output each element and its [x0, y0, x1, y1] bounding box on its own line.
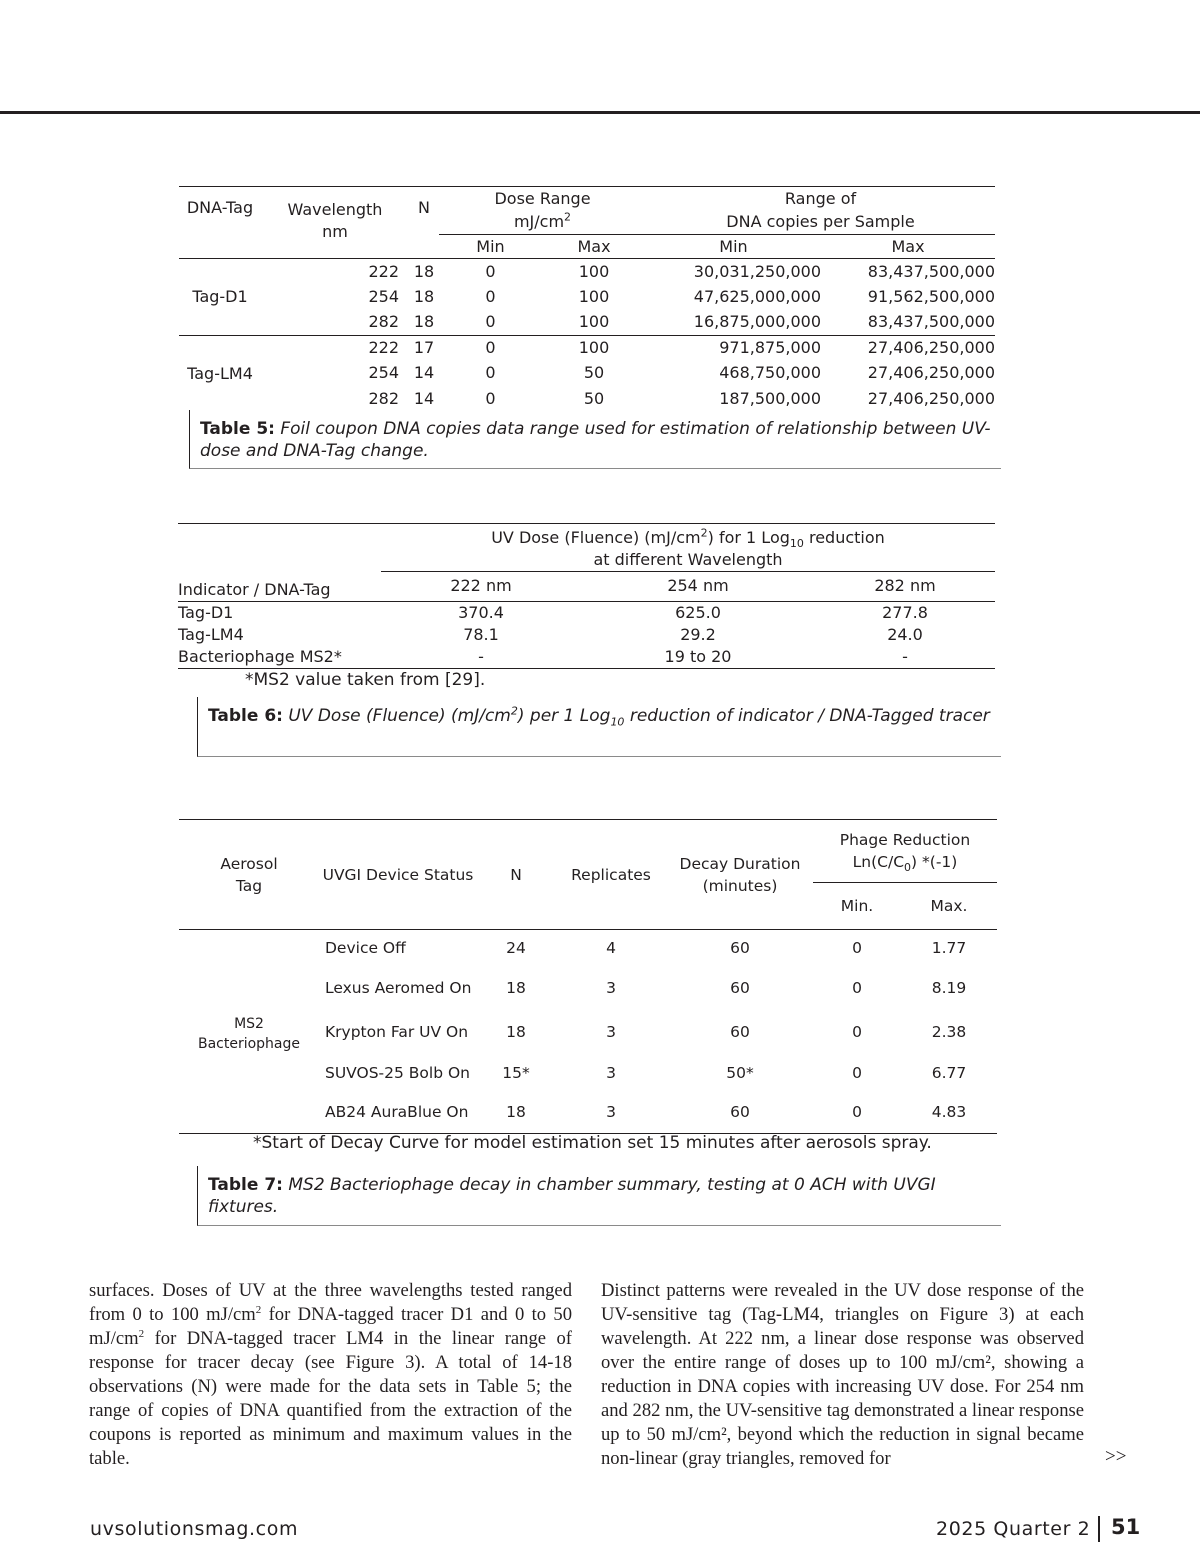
- cell-wl: 222: [261, 335, 409, 361]
- cell-n: 18: [506, 978, 526, 997]
- cell-cmax: 27,406,250,000: [867, 388, 995, 408]
- caption-text: UV Dose (Fluence) $(mJ/cm^2)$ per 1 Log$_{10}$ reduction of indicator / DNA-Tagged tracer: [288, 704, 990, 729]
- cell-max: 8.19: [931, 978, 967, 997]
- blank-cell: [178, 524, 381, 550]
- footer-site: uvsolutionsmag.com: [90, 1518, 299, 1540]
- cell-n: 24: [506, 938, 526, 957]
- header-282: 282 nm: [815, 572, 995, 602]
- table-6: [178, 523, 995, 669]
- cell-replicates: 4: [606, 938, 616, 957]
- row-name: Tag-D1: [178, 602, 234, 622]
- cell-min: 0: [852, 978, 862, 997]
- header-n: N: [418, 198, 430, 217]
- cell-n: 18: [506, 1103, 526, 1122]
- cell-222: 78.1: [463, 624, 499, 644]
- header-wavelength: at different Wavelength: [381, 549, 995, 572]
- cell-wl: 254: [368, 363, 399, 383]
- cell-dmin: 0: [485, 388, 496, 408]
- page-number: 51: [1111, 1515, 1141, 1539]
- cell-max: 6.77: [931, 1063, 967, 1082]
- cell-n: 18: [413, 286, 435, 306]
- table-row: [178, 601, 995, 624]
- row-name: Tag-LM4: [178, 624, 244, 644]
- cell-cmax: 83,437,500,000: [821, 259, 995, 285]
- group-tag-d1: Tag-D1: [179, 259, 261, 336]
- cell-222: 370.4: [458, 602, 504, 622]
- header-range-of: Range of: [784, 188, 857, 208]
- table-6-note: *MS2 value taken from [29].: [245, 670, 486, 690]
- cell-decay: 60: [730, 1022, 750, 1041]
- header-dose-min: Min: [439, 235, 542, 259]
- cell-cmax: 27,406,250,000: [867, 363, 995, 383]
- cell-replicates: 3: [606, 1063, 616, 1082]
- cell-min: 0: [852, 1063, 862, 1082]
- cell-dmin: 0: [439, 335, 542, 361]
- blank-cell: [178, 549, 381, 572]
- header-dna-tag: DNA-Tag: [186, 198, 254, 217]
- cell-replicates: 3: [606, 978, 616, 997]
- cell-dmax: 50: [583, 363, 605, 383]
- cell-282: 277.8: [882, 602, 928, 622]
- cell-dmax: 100: [542, 259, 646, 285]
- table-row: [178, 624, 995, 646]
- cell-254: 19 to 20: [664, 646, 732, 666]
- header-status: UVGI Device Status: [319, 820, 477, 930]
- cell-cmax: 27,406,250,000: [821, 335, 995, 361]
- table-5: [179, 186, 995, 412]
- header-copies-max: Max: [821, 235, 995, 259]
- cell-cmin: 30,031,250,000: [646, 259, 821, 285]
- cell-n: 17: [409, 335, 439, 361]
- cell-wl: 254: [368, 286, 399, 306]
- cell-dmax: 100: [578, 312, 610, 331]
- cell-dmax: 100: [542, 335, 646, 361]
- cell-254: 625.0: [675, 602, 721, 622]
- header-dose-unit: $mJ/cm^2$: [439, 211, 646, 235]
- header-222: 222 nm: [381, 572, 581, 602]
- top-rule: [0, 111, 1200, 114]
- cell-n: 18: [409, 259, 439, 285]
- header-dose-max: Max: [542, 235, 646, 259]
- group-tag-lm4: Tag-LM4: [179, 335, 261, 412]
- header-copies-min: Min: [646, 235, 821, 259]
- cell-replicates: 3: [606, 1022, 616, 1041]
- header-dna-copies: DNA copies per Sample: [646, 211, 995, 235]
- cell-n: 14: [413, 388, 435, 408]
- cell-cmin: 468,750,000: [719, 363, 821, 383]
- cell-cmax: 91,562,500,000: [867, 286, 995, 306]
- caption-label: Table 7:: [208, 1175, 283, 1195]
- footer-separator: [1098, 1516, 1100, 1542]
- cell-dmax: 50: [583, 388, 605, 408]
- header-indicator: Indicator / DNA-Tag: [178, 572, 381, 602]
- cell-min: 0: [852, 1103, 862, 1122]
- cell-decay: 60: [730, 978, 750, 997]
- group-ms2: MS2 Bacteriophage: [197, 1015, 301, 1052]
- cell-status: AB24 AuraBlue On: [325, 1103, 469, 1122]
- cell-min: 0: [852, 938, 862, 957]
- header-max: Max.: [901, 883, 997, 930]
- cell-222: -: [478, 646, 484, 666]
- header-254: 254 nm: [581, 572, 815, 602]
- table-row: [178, 646, 995, 669]
- cell-cmin: 971,875,000: [646, 335, 821, 361]
- cell-n: 18: [506, 1022, 526, 1041]
- cell-282: 24.0: [887, 624, 923, 644]
- header-decay: Decay Duration (minutes): [667, 820, 813, 930]
- cell-max: 2.38: [931, 1022, 967, 1041]
- caption-label: Table 6:: [208, 706, 283, 726]
- caption-label: Table 5:: [200, 419, 275, 439]
- header-min: Min.: [813, 883, 901, 930]
- caption-text: MS2 Bacteriophage decay in chamber summary, testing at 0 ACH with UVGI fixtures.: [208, 1175, 936, 1217]
- continue-arrow: >>: [1105, 1446, 1127, 1467]
- table-7-note: *Start of Decay Curve for model estimation set 15 minutes after aerosols spray.: [253, 1133, 932, 1153]
- cell-282: -: [902, 646, 908, 666]
- table-7: [179, 819, 997, 1134]
- table-7-caption: [197, 1166, 1001, 1226]
- cell-dmin: 0: [485, 286, 496, 306]
- cell-n: 18: [413, 312, 435, 331]
- cell-254: 29.2: [680, 624, 716, 644]
- cell-status: Krypton Far UV On: [325, 1022, 469, 1041]
- table-5-caption: [189, 410, 1001, 469]
- cell-wl: 282: [368, 312, 399, 331]
- cell-cmax: 83,437,500,000: [867, 312, 995, 331]
- cell-max: 4.83: [931, 1103, 967, 1122]
- cell-wl: 222: [261, 259, 409, 285]
- header-wavelength: Wavelength nm: [287, 200, 383, 241]
- cell-dmax: 100: [578, 286, 610, 306]
- body-column-left: surfaces. Doses of UV at the three wavelengths tested ranged from 0 to 100 $mJ/cm^2$ for DNA-tagged tracer D1 and 0 to 50 $mJ/cm^2$ for DNA-tagged tracer LM4 in the linear range of response for tracer decay (see Figure 3). A total of 14-18 observations (N) were made for the data sets in Table 5; the range of copies of DNA quantified from the extraction of the coupons is reported as minimum and maximum values in the table.: [89, 1280, 572, 1469]
- cell-n: 14: [413, 363, 435, 383]
- table-row: [179, 930, 997, 966]
- cell-dmin: 0: [439, 259, 542, 285]
- cell-wl: 282: [368, 388, 399, 408]
- header-uv-dose: UV Dose (Fluence) $(mJ/cm^2)$ for 1 Log$_{10}$ reduction: [491, 526, 885, 551]
- cell-cmin: 47,625,000,000: [693, 286, 821, 306]
- header-n: N: [477, 820, 555, 930]
- header-aerosol-tag: Aerosol Tag: [179, 820, 319, 930]
- cell-cmin: 16,875,000,000: [693, 312, 821, 331]
- cell-decay: 50*: [726, 1063, 754, 1082]
- cell-status: Lexus Aeromed On: [325, 978, 472, 997]
- row-name: Bacteriophage MS2*: [178, 646, 342, 666]
- header-replicates: Replicates: [555, 820, 667, 930]
- header-dose-range: Dose Range: [494, 188, 591, 208]
- cell-max: 1.77: [931, 938, 967, 957]
- cell-decay: 60: [730, 1103, 750, 1122]
- header-phage-reduction: Phage Reduction $Ln(C/C_0)$ *(-1): [813, 820, 997, 883]
- cell-replicates: 3: [606, 1103, 616, 1122]
- table-6-caption: [197, 697, 1001, 757]
- cell-min: 0: [852, 1022, 862, 1041]
- cell-status: SUVOS-25 Bolb On: [325, 1063, 471, 1082]
- cell-decay: 60: [730, 938, 750, 957]
- footer-issue: 2025 Quarter 2: [936, 1518, 1091, 1540]
- cell-cmin: 187,500,000: [719, 388, 821, 408]
- cell-status: Device Off: [325, 938, 406, 957]
- caption-text: Foil coupon DNA copies data range used for estimation of relationship between UV-dose and DNA-Tag change.: [200, 419, 991, 461]
- cell-dmin: 0: [485, 312, 496, 331]
- cell-dmin: 0: [485, 363, 496, 383]
- body-column-right: Distinct patterns were revealed in the UV dose response of the UV-sensitive tag (Tag-LM4, triangles on Figure 3) at each wavelength. At 222 nm, a linear dose response was observed over the entire range of doses up to 100 mJ/cm², showing a reduction in DNA copies with increasing UV dose. For 254 nm and 282 nm, the UV-sensitive tag demonstrated a linear response up to 50 mJ/cm², beyond which the reduction in signal became non-linear (gray triangles, removed for: [601, 1280, 1084, 1469]
- cell-n: 15*: [502, 1063, 530, 1082]
